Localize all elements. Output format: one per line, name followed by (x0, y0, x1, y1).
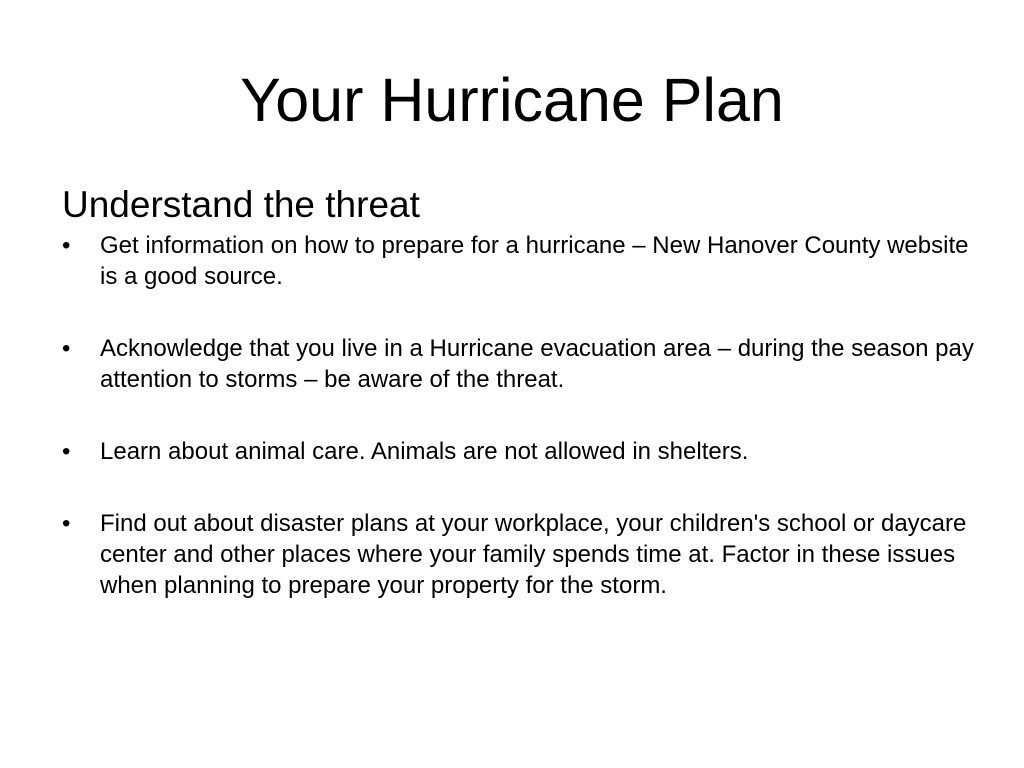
bullet-item (62, 230, 982, 292)
slide-content (62, 180, 982, 601)
slide-title: Your Hurricane Plan (240, 66, 784, 134)
bullet-text: Learn about animal care. Animals are not allowed in shelters. (100, 438, 749, 465)
bullet-item (62, 508, 982, 601)
bullet-dot-icon: • (62, 510, 71, 537)
bullet-text: Find out about disaster plans at your workplace, your children's school or daycare center and other places where your family spends time at. Factor in these issues when planning to prepare your property for the storm. (100, 510, 967, 599)
bullet-dot-icon: • (62, 438, 71, 465)
bullet-item (62, 333, 982, 395)
bullet-text: Acknowledge that you live in a Hurricane evacuation area – during the season pay attention to storms – be aware of the threat. (100, 335, 974, 393)
bullet-list (62, 230, 982, 601)
bullet-item (62, 436, 982, 467)
bullet-text: Get information on how to prepare for a hurricane – New Hanover County website is a good source. (100, 232, 969, 290)
bullet-dot-icon: • (62, 232, 71, 259)
bullet-dot-icon: • (62, 335, 71, 362)
section-heading: Understand the threat (62, 184, 420, 225)
